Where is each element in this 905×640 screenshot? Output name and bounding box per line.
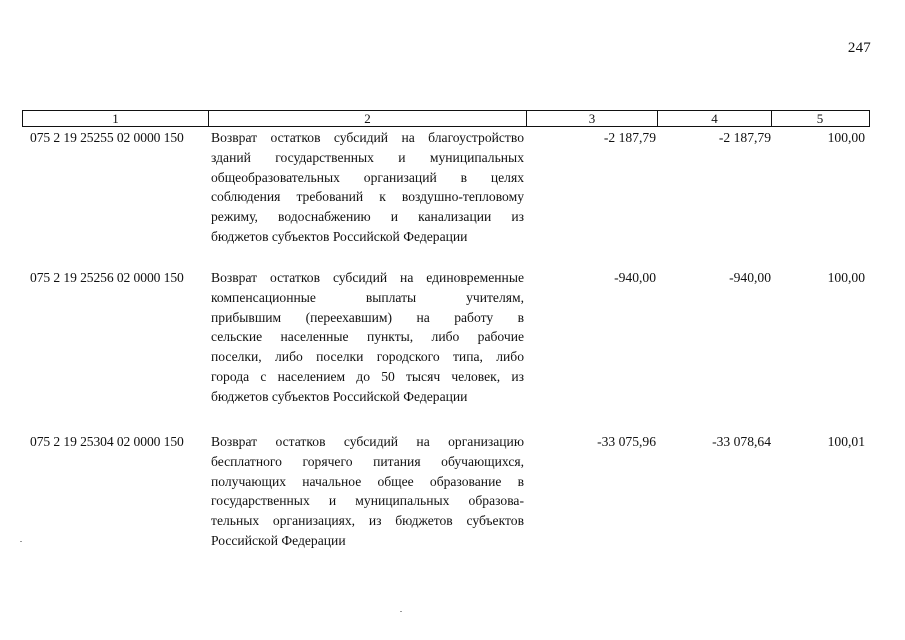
column-header-1: 1 bbox=[23, 111, 209, 126]
column-header-3: 3 bbox=[527, 111, 658, 126]
column-4-value: -33 078,64 bbox=[712, 434, 771, 449]
description-line: тельных организациях, из бюджетов субъектов bbox=[211, 513, 524, 529]
description-line: соблюдения требований к воздушно-тепловому bbox=[211, 189, 524, 205]
description-line: получающих начальное общее образование в bbox=[211, 473, 524, 489]
description-cell bbox=[208, 128, 526, 247]
budget-code-cell: 075 2 19 25304 02 0000 150 bbox=[30, 434, 184, 449]
description-line: бесплатного горячего питания обучающихся, bbox=[211, 453, 524, 469]
description-line: общеобразовательных организаций в целях bbox=[211, 169, 524, 185]
description-line: Российской Федерации bbox=[211, 532, 346, 548]
table-header-row bbox=[22, 110, 870, 127]
scan-speck bbox=[20, 541, 22, 542]
column-5-value: 100,01 bbox=[827, 434, 865, 449]
budget-code-cell: 075 2 19 25256 02 0000 150 bbox=[30, 270, 184, 285]
column-header-5: 5 bbox=[816, 111, 824, 126]
column-4-value: -940,00 bbox=[729, 270, 771, 285]
column-3-value: -33 075,96 bbox=[597, 434, 656, 449]
description-line: государственных и муниципальных образова- bbox=[211, 493, 524, 509]
description-cell bbox=[208, 268, 526, 407]
column-header-2: 2 bbox=[209, 111, 527, 126]
description-line: Возврат остатков субсидий на организацию bbox=[211, 434, 524, 449]
description-line: компенсационные выплаты учителям, bbox=[211, 289, 524, 305]
column-header-4: 4 bbox=[658, 111, 772, 126]
description-line: режиму, водоснабжению и канализации из bbox=[211, 209, 524, 225]
table-row bbox=[22, 432, 870, 551]
description-line: поселки, либо поселки городского типа, либо bbox=[211, 349, 524, 365]
budget-code-cell: 075 2 19 25255 02 0000 150 bbox=[30, 130, 184, 145]
column-5-value: 100,00 bbox=[827, 130, 865, 145]
description-line: бюджетов субъектов Российской Федерации bbox=[211, 388, 468, 404]
column-4-value: -2 187,79 bbox=[718, 130, 771, 145]
description-line: Возврат остатков субсидий на единовременные bbox=[211, 270, 524, 285]
description-line: прибывшим (переехавшим) на работу в bbox=[211, 309, 524, 325]
column-5-value: 100,00 bbox=[827, 270, 865, 285]
description-line: сельские населенные пункты, либо рабочие bbox=[211, 329, 524, 345]
description-line: города с населением до 50 тысяч человек, из bbox=[211, 368, 524, 384]
description-cell bbox=[208, 432, 526, 551]
page-number: 247 bbox=[847, 40, 871, 56]
description-line: Возврат остатков субсидий на благоустройство bbox=[211, 130, 524, 145]
table-row bbox=[22, 268, 870, 407]
scan-speck bbox=[400, 611, 402, 612]
description-line: зданий государственных и муниципальных bbox=[211, 149, 524, 165]
column-3-value: -940,00 bbox=[614, 270, 656, 285]
column-3-value: -2 187,79 bbox=[603, 130, 656, 145]
description-line: бюджетов субъектов Российской Федерации bbox=[211, 228, 468, 244]
table-row bbox=[22, 128, 870, 247]
